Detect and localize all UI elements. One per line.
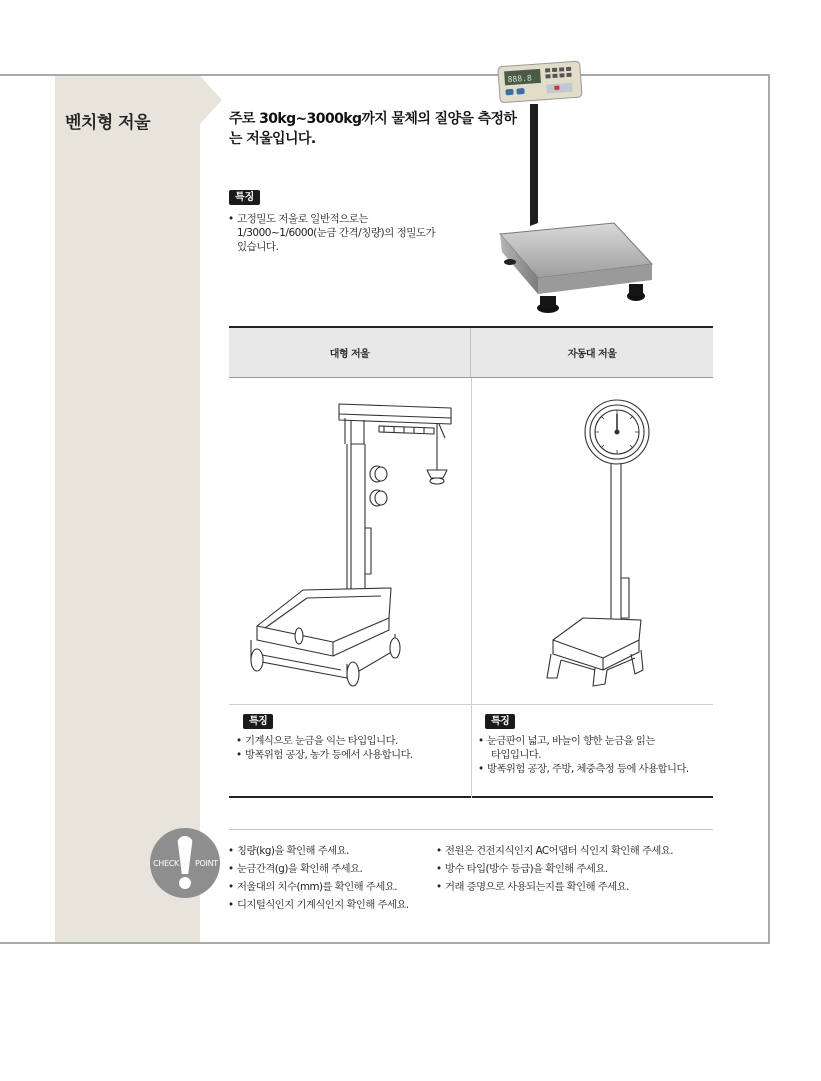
feature-badge: 특징 — [243, 714, 273, 729]
checkpoint-item: • 저울대의 치수(mm)를 확인해 주세요. — [227, 878, 437, 896]
checkpoint-label-point: POINT — [195, 859, 218, 868]
feature-badge: 특징 — [229, 190, 260, 205]
svg-text:888.8: 888.8 — [507, 73, 533, 85]
sidebar-arrow — [200, 76, 222, 124]
exclamation-icon — [177, 836, 193, 874]
checkpoint-item: • 칭량(kg)을 확인해 주세요. — [227, 842, 437, 860]
beam-platform-scale-image — [229, 378, 471, 704]
table-header-dial-scale: 자동대 저울 — [471, 328, 713, 378]
table-header-large-scale: 대형 저울 — [229, 328, 471, 378]
checkpoint-item: • 눈금간격(g)을 확인해 주세요. — [227, 860, 437, 878]
feature-line: 있습니다. — [237, 241, 279, 253]
feature-line: • 기계식으로 눈금을 익는 타입입니다. — [235, 734, 465, 748]
feature-badge: 특징 — [485, 714, 515, 729]
feature-line: 1/3000~1/6000(눈금 간격/칭량)의 정밀도가 — [237, 227, 436, 239]
feature-line: • 고정밀도 저울로 일반적으로는 — [227, 212, 477, 226]
feature-text — [227, 212, 477, 254]
large-scale-features — [235, 714, 465, 762]
checkpoint-item: • 전원은 건전지식인지 AC어댑터 식인지 확인해 주세요. — [435, 842, 720, 860]
checkpoint-list-right — [435, 842, 720, 896]
section-headline: 주로 30kg~3000kg까지 물체의 질양을 측정하는 저울입니다. — [229, 111, 517, 147]
feature-line: • 눈금판이 넓고, 바늘이 향한 눈금을 읽는 — [477, 734, 713, 748]
checkpoint-badge — [150, 828, 220, 898]
comparison-table — [229, 326, 713, 798]
digital-bench-scale-image — [494, 58, 658, 320]
checkpoint-item: • 방수 타입(방수 등급)을 확인해 주세요. — [435, 860, 720, 878]
feature-line: • 방폭위험 공장, 주방, 체중측정 등에 사용합니다. — [477, 762, 713, 776]
checkpoint-list-left — [227, 842, 437, 914]
dial-scale-features — [477, 714, 713, 776]
checkpoint-label-check: CHECK — [153, 859, 179, 868]
feature-line: • 방폭위험 공장, 농가 등에서 사용합니다. — [235, 748, 465, 762]
dial-platform-scale-image — [471, 378, 713, 704]
checkpoint-item: • 거래 증명으로 사용되는지를 확인해 주세요. — [435, 878, 720, 896]
feature-line: 타입입니다. — [491, 749, 542, 761]
sidebar-band — [55, 76, 200, 942]
checkpoint-divider — [229, 829, 713, 830]
section-title: 벤치형 저울 — [65, 113, 151, 133]
exclamation-dot — [179, 877, 191, 889]
checkpoint-item: • 디지털식인지 기계식인지 확인해 주세요. — [227, 896, 437, 914]
table-divider — [229, 704, 713, 705]
